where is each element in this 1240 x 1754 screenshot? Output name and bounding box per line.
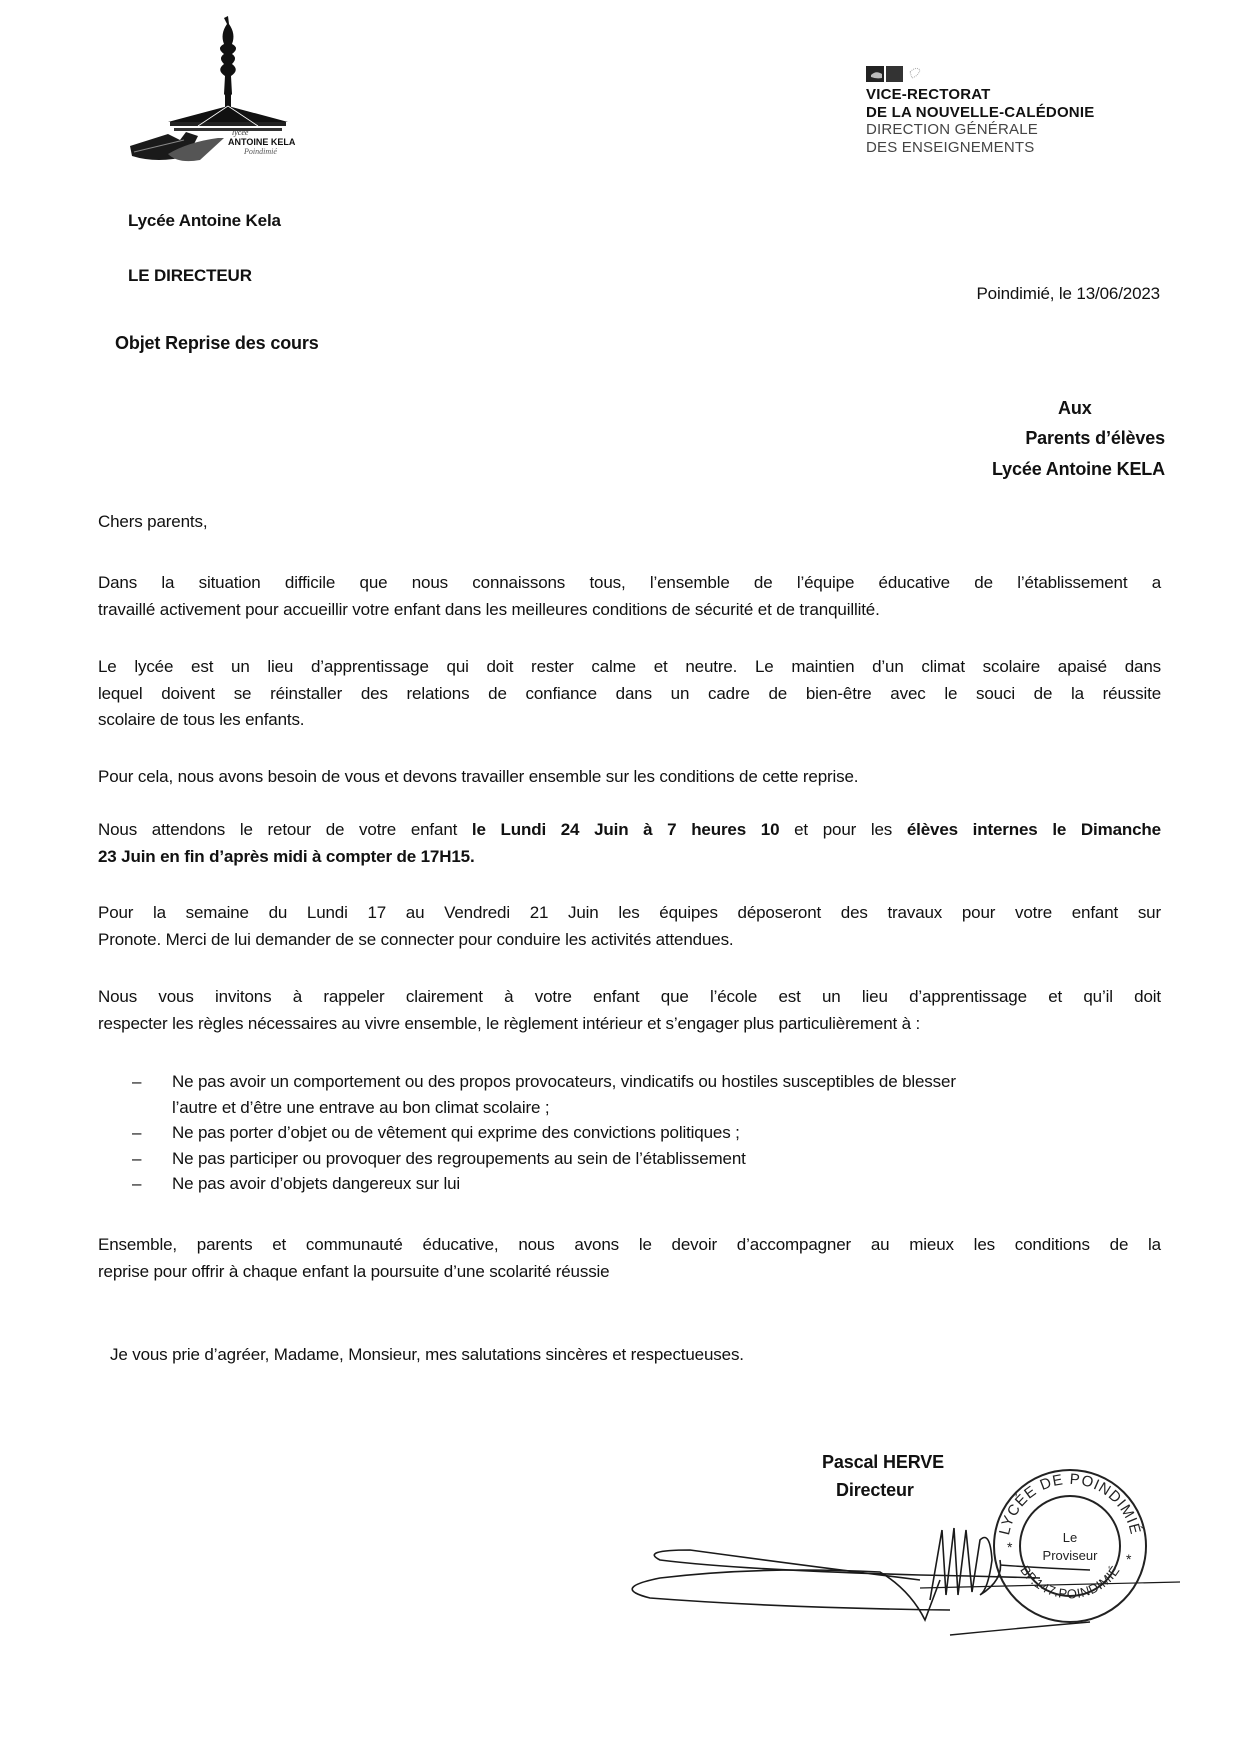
- paragraph-2: [98, 654, 1161, 734]
- vice-rectorat-line3: DIRECTION GÉNÉRALE: [866, 121, 1038, 138]
- svg-text:LYCÉE DE POINDIMIÉ: LYCÉE DE POINDIMIÉ: [996, 1470, 1144, 1537]
- closing-formula: Je vous prie d’agréer, Madame, Monsieur, mes salutations sincères et respectueuses.: [110, 1345, 744, 1364]
- paragraph-line: Ensemble, parents et communauté éducative, nous avons le devoir d’accompagner au mieux les conditions de la: [98, 1235, 1161, 1254]
- vice-rectorat-line1: VICE-RECTORAT: [866, 86, 991, 103]
- paragraph-4-return-dates: [98, 817, 1161, 870]
- paragraph-3: [98, 764, 1161, 791]
- dash-bullet-icon: –: [132, 1123, 142, 1142]
- svg-text:Le: Le: [1062, 1530, 1078, 1545]
- dash-bullet-icon: –: [132, 1174, 142, 1193]
- official-stamp-icon: [990, 1466, 1150, 1626]
- svg-text:*: *: [1126, 1551, 1132, 1567]
- lycee-antoine-kela-logo-icon: [128, 14, 338, 164]
- paragraph-7: [98, 1232, 1161, 1285]
- boarders-return-date: 23 Juin en fin d’après midi à compter de 17H15.: [98, 846, 475, 866]
- boarders-highlight: élèves internes le Dimanche: [906, 820, 1161, 839]
- list-item: – Ne pas participer ou provoquer des regroupements au sein de l’établissement: [132, 1146, 746, 1172]
- subject-line: Objet Reprise des cours: [115, 333, 319, 353]
- addressee-line3: Lycée Antoine KELA: [992, 459, 1165, 479]
- addressee-line1: Aux: [1058, 398, 1092, 418]
- dash-bullet-icon: –: [132, 1072, 142, 1091]
- paragraph-line: Le lycée est un lieu d’apprentissage qui doit rester calme et neutre. Le maintien d’un climat scolaire apaisé dans: [98, 657, 1161, 676]
- paragraph-6: [98, 984, 1161, 1037]
- svg-text:ANTOINE KELA: ANTOINE KELA: [228, 137, 296, 147]
- paragraph-line: respecter les règles nécessaires au vivre ensemble, le règlement intérieur et s’engager plus particulièrement à :: [98, 1013, 921, 1033]
- list-item: – Ne pas avoir un comportement ou des propos provocateurs, vindicatifs ou hostiles susceptibles de blesser: [132, 1069, 956, 1095]
- paragraph-5: [98, 900, 1161, 953]
- svg-text:*: *: [1007, 1539, 1013, 1555]
- sender-role: LE DIRECTEUR: [128, 266, 252, 285]
- school-logo: [128, 14, 338, 164]
- list-item-continuation: l’autre et d’être une entrave au bon climat scolaire ;: [172, 1097, 550, 1117]
- paragraph-line: Pour la semaine du Lundi 17 au Vendredi 21 Juin les équipes déposeront des travaux pour votre enfant sur: [98, 903, 1161, 922]
- paragraph-line: Dans la situation difficile que nous connaissons tous, l’ensemble de l’équipe éducative de l’établissement a: [98, 573, 1161, 592]
- addressee-line2: Parents d’élèves: [1025, 428, 1165, 448]
- paragraph-line: Pour cela, nous avons besoin de vous et devons travailler ensemble sur les conditions de cette reprise.: [98, 767, 859, 786]
- svg-text:BP.147.POINDIMIÉ: BP.147.POINDIMIÉ: [1017, 1562, 1123, 1602]
- return-date-highlight: le Lundi 24 Juin à 7 heures 10: [471, 820, 780, 839]
- paragraph-line: Nous vous invitons à rappeler clairement à votre enfant que l’école est un lieu d’apprentissage et qu’il doit: [98, 987, 1161, 1006]
- vice-rectorat-line4: DES ENSEIGNEMENTS: [866, 139, 1035, 156]
- svg-text:Proviseur: Proviseur: [1042, 1548, 1098, 1563]
- paragraph-line: Pronote. Merci de lui demander de se connecter pour conduire les activités attendues.: [98, 929, 734, 949]
- list-item: – Ne pas avoir d’objets dangereux sur lui: [132, 1171, 460, 1197]
- place-date: Poindimié, le 13/06/2023: [976, 284, 1160, 303]
- paragraph-line: lequel doivent se réinstaller des relations de confiance dans un cadre de bien-être avec le souci de la réussite: [98, 683, 1161, 703]
- sender-school: Lycée Antoine Kela: [128, 211, 281, 230]
- marianne-republique-logo-icon: [866, 62, 926, 84]
- vice-rectorat-line2: DE LA NOUVELLE-CALÉDONIE: [866, 104, 1095, 121]
- signatory-name: Pascal HERVE: [822, 1452, 944, 1472]
- paragraph-line: reprise pour offrir à chaque enfant la poursuite d’une scolarité réussie: [98, 1261, 610, 1281]
- paragraph-line: Nous attendons le retour de votre enfant le Lundi 24 Juin à 7 heures 10 et pour les élèves internes le Dimanche: [98, 820, 1161, 839]
- signatory-title: Directeur: [836, 1480, 914, 1500]
- paragraph-line: scolaire de tous les enfants.: [98, 710, 305, 729]
- svg-text:Poindimié: Poindimié: [244, 147, 277, 156]
- paragraph-line: travaillé activement pour accueillir votre enfant dans les meilleures conditions de sécurité et de tranquillité.: [98, 599, 880, 619]
- svg-text:lycée: lycée: [232, 128, 249, 137]
- list-item: – Ne pas porter d’objet ou de vêtement qui exprime des convictions politiques ;: [132, 1120, 740, 1146]
- dash-bullet-icon: –: [132, 1148, 142, 1168]
- salutation: Chers parents,: [98, 512, 208, 531]
- paragraph-1: [98, 570, 1161, 623]
